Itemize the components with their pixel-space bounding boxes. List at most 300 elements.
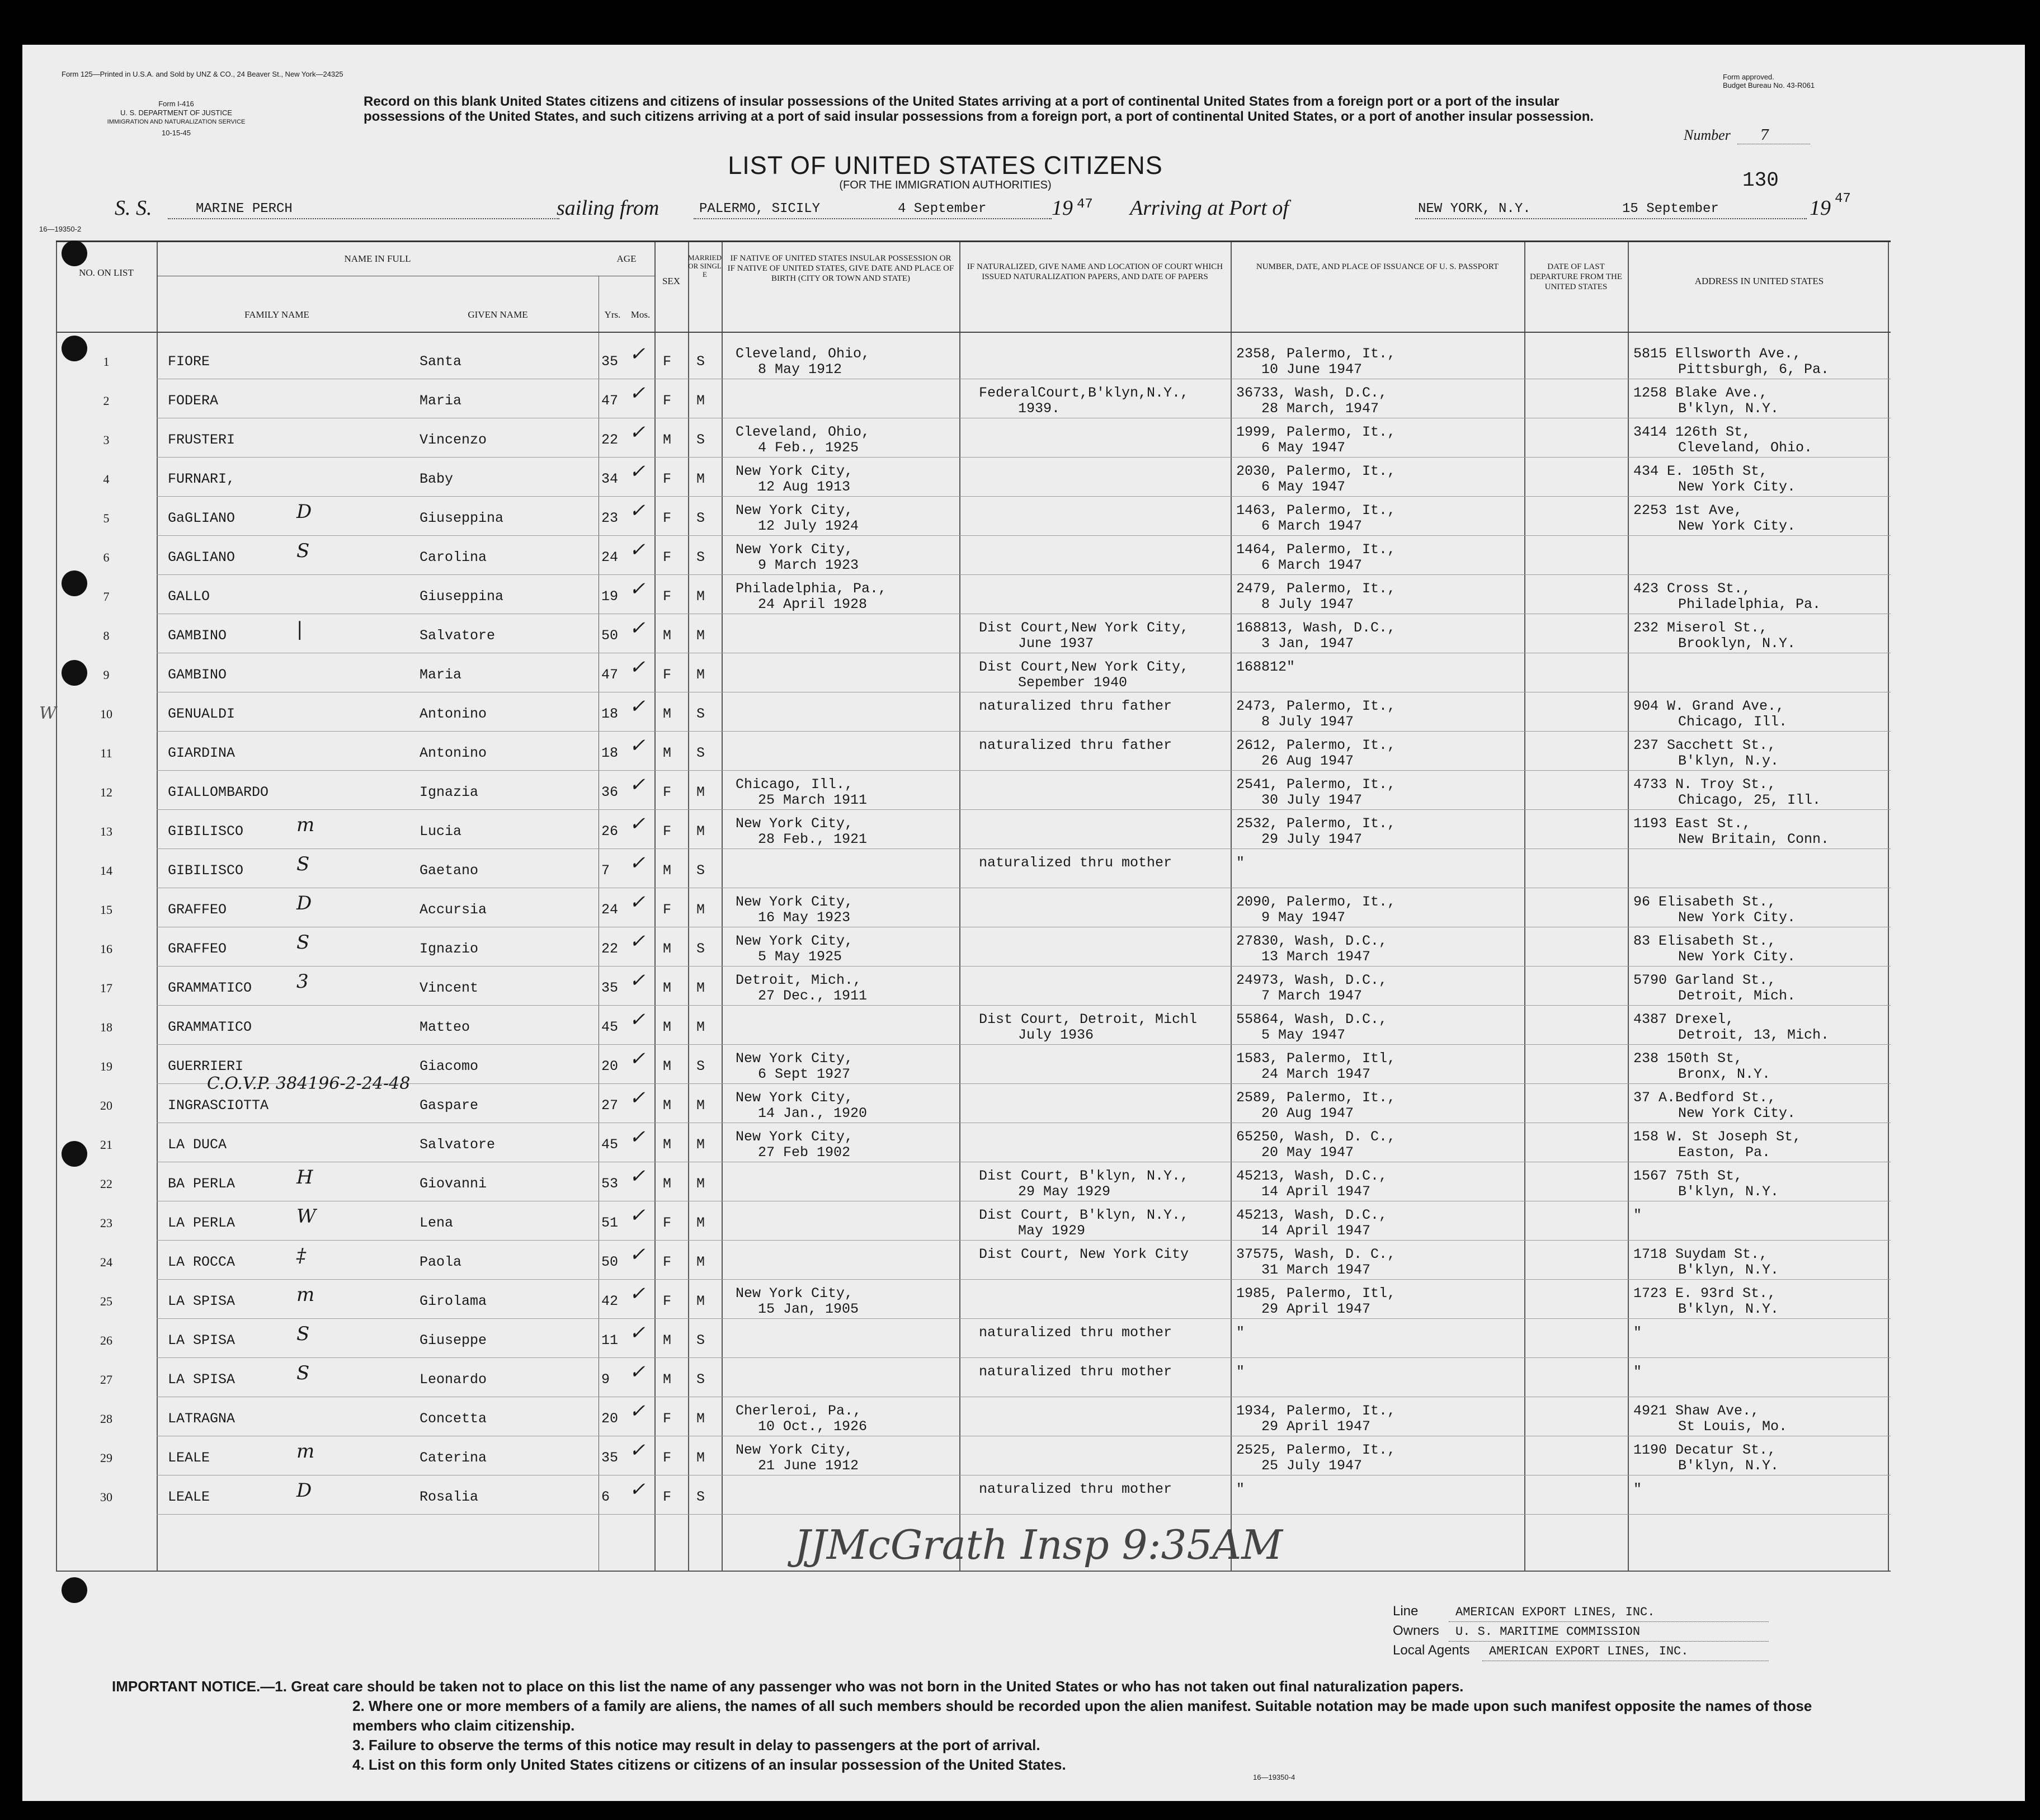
cell-ms: M <box>696 471 705 487</box>
col-mos-header: Mos. <box>630 309 651 320</box>
cell-birth2: 12 July 1924 <box>758 518 859 534</box>
cell-pp1: 2479, Palermo, It., <box>1236 581 1396 597</box>
cell-ms: S <box>696 1371 705 1388</box>
cell-mark: D <box>296 892 312 914</box>
footer-code: 16—19350-4 <box>1253 1773 1295 1781</box>
arriving-label: Arriving at Port of <box>1130 196 1289 220</box>
check-mark: ✓ <box>629 343 646 365</box>
cell-family: GRAFFEO <box>168 941 227 957</box>
cell-addr1: 5790 Garland St., <box>1633 972 1777 988</box>
col-no-header: NO. ON LIST <box>79 267 134 278</box>
cell-age: 34 <box>601 471 619 487</box>
binder-hole <box>62 241 87 266</box>
check-mark: ✓ <box>629 1126 646 1148</box>
cell-age: 22 <box>601 432 619 448</box>
check-mark: ✓ <box>629 930 646 953</box>
col-age-header: AGE <box>616 253 637 264</box>
cell-pp2: 9 May 1947 <box>1261 909 1346 926</box>
cell-pp1: " <box>1236 1324 1245 1341</box>
cell-nat1: naturalized thru mother <box>979 1364 1172 1380</box>
cell-sex: F <box>663 510 672 526</box>
cell-given: Gaetano <box>420 862 479 879</box>
cell-mark: S <box>296 853 310 875</box>
number-blank <box>1737 127 1810 144</box>
cell-nat2: 29 May 1929 <box>1018 1184 1111 1200</box>
cell-birth2: 28 Feb., 1921 <box>758 831 868 847</box>
row-rule <box>157 1279 1891 1280</box>
cell-addr1: " <box>1633 1481 1642 1497</box>
cell-mark: m <box>296 1440 315 1463</box>
cell-no: 30 <box>100 1490 112 1504</box>
cell-addr1: 1718 Suydam St., <box>1633 1246 1768 1262</box>
cell-pp2: 20 May 1947 <box>1261 1144 1354 1161</box>
cell-sex: M <box>663 941 672 957</box>
cell-birth1: Detroit, Mich., <box>736 972 862 988</box>
cell-mark: S <box>296 1362 310 1384</box>
cell-birth2: 4 Feb., 1925 <box>758 440 859 456</box>
cell-no: 4 <box>103 472 110 486</box>
cell-sex: F <box>663 1254 672 1270</box>
cell-age: 50 <box>601 628 619 644</box>
cell-birth2: 21 June 1912 <box>758 1458 859 1474</box>
cell-no: 13 <box>100 824 112 838</box>
cell-ms: M <box>696 980 705 996</box>
cell-addr1: 423 Cross St., <box>1633 581 1751 597</box>
cell-addr1: " <box>1633 1324 1642 1341</box>
cell-addr2: Easton, Pa. <box>1678 1144 1771 1161</box>
cell-mark: m <box>296 814 315 836</box>
cell-family: FRUSTERI <box>168 432 235 448</box>
cell-nat1: naturalized thru mother <box>979 1324 1172 1341</box>
form-number: Form I-416 <box>158 100 194 108</box>
cell-age: 35 <box>601 353 619 370</box>
check-mark: ✓ <box>629 969 646 992</box>
cell-age: 23 <box>601 510 619 526</box>
col-native-header: IF NATIVE OF UNITED STATES INSULAR POSSESSION OR IF NATIVE OF UNITED STATES, GIVE DATE AND PLACE OF BIRTH (CITY OR TOWN AND STATE) <box>727 254 954 283</box>
arrival-port: NEW YORK, N.Y. <box>1418 201 1531 216</box>
cell-ms: S <box>696 353 705 370</box>
table-row <box>56 537 2040 577</box>
cell-addr1: 1193 East St., <box>1633 815 1751 832</box>
owners-value: U. S. MARITIME COMMISSION <box>1449 1623 1769 1642</box>
cell-pp1: 2525, Palermo, It., <box>1236 1442 1396 1458</box>
cell-nat1: naturalized thru father <box>979 698 1172 714</box>
table-row <box>56 1242 2040 1281</box>
cell-pp2: 8 July 1947 <box>1261 714 1354 730</box>
cell-no: 25 <box>100 1294 112 1308</box>
cell-given: Accursia <box>420 902 487 918</box>
cell-nat2: July 1936 <box>1018 1027 1094 1043</box>
cell-nat1: naturalized thru mother <box>979 1481 1172 1497</box>
cell-no: 21 <box>100 1138 112 1152</box>
check-mark: ✓ <box>629 1087 646 1109</box>
table-row <box>56 1203 2040 1242</box>
table-row <box>56 890 2040 929</box>
table-row <box>56 1125 2040 1164</box>
handwritten-note: C.O.V.P. 384196-2-24-48 <box>207 1074 411 1093</box>
cell-addr2: Chicago, Ill. <box>1678 714 1788 730</box>
cell-sex: M <box>663 432 672 448</box>
service: IMMIGRATION AND NATURALIZATION SERVICE <box>107 119 246 125</box>
table-row <box>56 459 2040 498</box>
row-rule <box>157 496 1891 497</box>
cell-birth1: New York City, <box>736 463 854 479</box>
cell-age: 20 <box>601 1058 619 1074</box>
cell-age: 24 <box>601 549 619 565</box>
cell-age: 35 <box>601 1450 619 1466</box>
cell-nat1: Dist Court,New York City, <box>979 659 1189 675</box>
cell-pp1: 37575, Wash, D. C., <box>1236 1246 1396 1262</box>
voyage-line <box>115 191 1851 224</box>
cell-pp1: 168813, Wash, D.C., <box>1236 620 1396 636</box>
col-yrs-header: Yrs. <box>604 309 621 320</box>
cell-given: Salvatore <box>420 628 496 644</box>
cell-age: 18 <box>601 706 619 722</box>
cell-no: 20 <box>100 1098 112 1112</box>
cell-family: GRAMMATICO <box>168 1019 252 1035</box>
cell-no: 6 <box>103 550 110 564</box>
line-label: Line <box>1393 1604 1419 1619</box>
cell-given: Lena <box>420 1215 454 1231</box>
check-mark: ✓ <box>629 1478 646 1501</box>
cell-addr2: New York City. <box>1678 949 1796 965</box>
cell-pp1: 55864, Wash, D.C., <box>1236 1011 1388 1027</box>
cell-ms: M <box>696 1215 705 1231</box>
col-given-header: GIVEN NAME <box>468 309 528 320</box>
cell-birth2: 10 Oct., 1926 <box>758 1418 868 1435</box>
ship-blank <box>168 218 559 219</box>
cell-no: 1 <box>103 355 110 369</box>
cell-no: 10 <box>100 707 112 721</box>
table-row <box>56 1438 2040 1477</box>
cell-addr1: 158 W. St Joseph St, <box>1633 1129 1802 1145</box>
cell-family: LA SPISA <box>168 1332 235 1349</box>
cell-pp1: 2358, Palermo, It., <box>1236 346 1396 362</box>
cell-age: 18 <box>601 745 619 761</box>
cell-addr2: Pittsburgh, 6, Pa. <box>1678 361 1830 378</box>
table-row <box>56 1477 2040 1516</box>
cell-sex: F <box>663 1411 672 1427</box>
cell-given: Giuseppina <box>420 588 504 605</box>
cell-age: 53 <box>601 1176 619 1192</box>
cell-pp2: 6 May 1947 <box>1261 440 1346 456</box>
cell-sex: M <box>663 862 672 879</box>
cell-nat1: naturalized thru father <box>979 737 1172 753</box>
check-mark: ✓ <box>629 774 646 796</box>
owners-row <box>1393 1622 1769 1642</box>
cell-no: 18 <box>100 1020 112 1034</box>
cell-mark: H <box>296 1166 313 1189</box>
cell-ms: M <box>696 393 705 409</box>
cell-age: 24 <box>601 902 619 918</box>
cell-ms: S <box>696 1332 705 1349</box>
binder-hole <box>62 1577 87 1603</box>
cell-addr2: New York City. <box>1678 479 1796 495</box>
cell-pp2: 14 April 1947 <box>1261 1223 1371 1239</box>
row-rule <box>157 770 1891 771</box>
cell-sex: F <box>663 353 672 370</box>
cell-ms: M <box>696 1411 705 1427</box>
page-subtitle: (FOR THE IMMIGRATION AUTHORITIES) <box>839 179 1052 191</box>
table-row <box>56 929 2040 968</box>
check-mark: ✓ <box>629 382 646 404</box>
row-rule <box>157 1083 1891 1084</box>
cell-family: GaGLIANO <box>168 510 235 526</box>
cell-nat1: Dist Court, Detroit, Michl <box>979 1011 1198 1027</box>
cell-mark: W <box>296 1205 316 1228</box>
cell-addr2: Philadelphia, Pa. <box>1678 596 1821 612</box>
cell-birth2: 6 Sept 1927 <box>758 1066 851 1082</box>
cell-sex: F <box>663 588 672 605</box>
cell-pp1: 2589, Palermo, It., <box>1236 1090 1396 1106</box>
cell-no: 8 <box>103 629 110 643</box>
arrival-date: 15 September <box>1622 201 1719 216</box>
cell-ms: M <box>696 1019 705 1035</box>
cell-age: 47 <box>601 393 619 409</box>
agents-value: AMERICAN EXPORT LINES, INC. <box>1482 1643 1769 1661</box>
cell-pp2: 6 March 1947 <box>1261 518 1363 534</box>
agency-block <box>106 100 246 138</box>
cell-sex: F <box>663 549 672 565</box>
cell-pp1: 1463, Palermo, It., <box>1236 502 1396 518</box>
cell-pp1: 1934, Palermo, It., <box>1236 1403 1396 1419</box>
cell-family: GAGLIANO <box>168 549 235 565</box>
cell-addr2: New Britain, Conn. <box>1678 831 1830 847</box>
cell-birth2: 27 Feb 1902 <box>758 1144 851 1161</box>
cell-mark: D <box>296 1479 312 1502</box>
cell-no: 22 <box>100 1177 112 1191</box>
approval-line-1: Form approved. <box>1723 73 1774 81</box>
cell-ms: M <box>696 784 705 800</box>
cell-birth1: New York City, <box>736 541 854 558</box>
inspector-signature: JJMcGrath Insp 9:35AM <box>794 1521 1283 1568</box>
cell-pp2: 28 March, 1947 <box>1261 400 1379 417</box>
check-mark: ✓ <box>629 1048 646 1070</box>
cell-birth1: Cherleroi, Pa., <box>736 1403 862 1419</box>
cell-sex: F <box>663 1215 672 1231</box>
cell-age: 22 <box>601 941 619 957</box>
cell-sex: M <box>663 706 672 722</box>
row-rule <box>157 574 1891 575</box>
cell-family: GIARDINA <box>168 745 235 761</box>
cell-ms: M <box>696 1450 705 1466</box>
cell-addr2: Cleveland, Ohio. <box>1678 440 1813 456</box>
check-mark: ✓ <box>629 578 646 600</box>
row-rule <box>157 457 1891 458</box>
cell-age: 9 <box>601 1371 610 1388</box>
check-mark: ✓ <box>629 421 646 444</box>
cell-ms: M <box>696 1097 705 1114</box>
important-notice <box>112 1677 1857 1775</box>
cell-pp1: 45213, Wash, D.C., <box>1236 1207 1388 1223</box>
cell-ms: M <box>696 1137 705 1153</box>
cell-mark: ‡ <box>296 1244 306 1267</box>
depart-year: 47 <box>1077 197 1093 212</box>
cell-birth1: New York City, <box>736 1285 854 1302</box>
check-mark: ✓ <box>629 813 646 835</box>
cell-age: 27 <box>601 1097 619 1114</box>
cell-ms: S <box>696 941 705 957</box>
cell-pp2: 8 July 1947 <box>1261 596 1354 612</box>
table-row <box>56 812 2040 851</box>
cell-mark: S <box>296 540 310 562</box>
cell-age: 36 <box>601 784 619 800</box>
cell-sex: F <box>663 1450 672 1466</box>
cell-addr2: New York City. <box>1678 518 1796 534</box>
cell-no: 28 <box>100 1412 112 1426</box>
cell-family: GALLO <box>168 588 210 605</box>
check-mark: ✓ <box>629 1165 646 1187</box>
cell-pp2: 24 March 1947 <box>1261 1066 1371 1082</box>
check-mark: ✓ <box>629 734 646 757</box>
cell-nat1: Dist Court,New York City, <box>979 620 1189 636</box>
cell-age: 19 <box>601 588 619 605</box>
cell-family: LA PERLA <box>168 1215 235 1231</box>
cell-family: LEALE <box>168 1489 210 1505</box>
cell-pp1: " <box>1236 1364 1245 1380</box>
sheet-number: 130 <box>1742 169 1779 192</box>
notice-item-1 <box>112 1677 1857 1696</box>
cell-pp2: 6 May 1947 <box>1261 479 1346 495</box>
cell-nat2: Sepember 1940 <box>1018 675 1128 691</box>
cell-addr1: 4733 N. Troy St., <box>1633 776 1777 793</box>
cell-pp1: " <box>1236 855 1245 871</box>
check-mark: ✓ <box>629 460 646 483</box>
cell-addr2: B'klyn, N.Y. <box>1678 1184 1779 1200</box>
cell-family: FURNARI, <box>168 471 235 487</box>
cell-ms: M <box>696 588 705 605</box>
cell-addr1: 2253 1st Ave, <box>1633 502 1743 518</box>
cell-ms: S <box>696 432 705 448</box>
page-title: LIST OF UNITED STATES CITIZENS <box>728 151 1163 180</box>
cell-sex: M <box>663 1176 672 1192</box>
row-rule <box>157 1044 1891 1045</box>
cell-family: LA SPISA <box>168 1293 235 1309</box>
cell-family: GAMBINO <box>168 667 227 683</box>
cell-age: 51 <box>601 1215 619 1231</box>
from-port: PALERMO, SICILY <box>699 201 821 216</box>
cell-sex: F <box>663 1293 672 1309</box>
cell-sex: M <box>663 1058 672 1074</box>
cell-no: 9 <box>103 668 110 682</box>
number-label: Number <box>1684 127 1731 143</box>
cell-given: Lucia <box>420 823 462 840</box>
cell-nat1: Dist Court, New York City <box>979 1246 1189 1262</box>
check-mark: ✓ <box>629 1361 646 1383</box>
cell-addr1: 37 A.Bedford St., <box>1633 1090 1777 1106</box>
binder-hole <box>62 570 87 596</box>
cell-pp1: 2473, Palermo, It., <box>1236 698 1396 714</box>
cell-given: Maria <box>420 667 462 683</box>
cell-family: GRAFFEO <box>168 902 227 918</box>
table-row <box>56 616 2040 655</box>
binder-hole <box>62 660 87 686</box>
cell-pp2: 26 Aug 1947 <box>1261 753 1354 769</box>
cell-pp2: 30 July 1947 <box>1261 792 1363 808</box>
cell-pp1: 24973, Wash, D.C., <box>1236 972 1388 988</box>
cell-no: 17 <box>100 981 112 995</box>
col-family-header: FAMILY NAME <box>244 309 309 320</box>
cell-pp2: 5 May 1947 <box>1261 1027 1346 1043</box>
cell-pp2: 10 June 1947 <box>1261 361 1363 378</box>
cell-sex: M <box>663 980 672 996</box>
owners-label: Owners <box>1393 1623 1439 1638</box>
col-naturalized-header: IF NATURALIZED, GIVE NAME AND LOCATION OF COURT WHICH ISSUED NATURALIZATION PAPERS, AND DATE OF PAPERS <box>967 262 1223 281</box>
cell-birth1: New York City, <box>736 502 854 518</box>
cell-mark: m <box>296 1284 315 1306</box>
cell-pp1: 2030, Palermo, It., <box>1236 463 1396 479</box>
cell-ms: M <box>696 902 705 918</box>
cell-no: 7 <box>103 590 110 603</box>
cell-pp1: 1464, Palermo, It., <box>1236 541 1396 558</box>
cell-no: 27 <box>100 1373 112 1387</box>
cell-birth1: Cleveland, Ohio, <box>736 424 870 440</box>
cell-family: LA DUCA <box>168 1137 227 1153</box>
cell-mark: 3 <box>296 970 309 993</box>
cell-sex: M <box>663 1019 672 1035</box>
header-rule <box>56 332 1891 333</box>
cell-no: 24 <box>100 1255 112 1269</box>
cell-family: GIBILISCO <box>168 823 244 840</box>
number-value: 7 <box>1760 127 1769 144</box>
cell-family: GUERRIERI <box>168 1058 244 1074</box>
company-block <box>1393 1602 1769 1661</box>
col-passport-header: NUMBER, DATE, AND PLACE OF ISSUANCE OF U. S. PASSPORT <box>1256 262 1499 271</box>
cell-addr1: 1723 E. 93rd St., <box>1633 1285 1777 1302</box>
instructions: Record on this blank United States citizens and citizens of insular possessions of the United States arriving at a port of continental United States from a foreign port or a port of the insular possessions of the United States, and such citizens arriving at a port of said insular possessions from a foreign port, a port of continental United States, or a port of another insular possession. <box>364 94 1594 124</box>
cell-no: 16 <box>100 942 112 956</box>
cell-given: Girolama <box>420 1293 487 1309</box>
cell-pp1: 65250, Wash, D. C., <box>1236 1129 1396 1145</box>
cell-birth1: New York City, <box>736 1050 854 1067</box>
cell-mark: D <box>296 501 312 523</box>
cell-given: Carolina <box>420 549 487 565</box>
margin-mark: W <box>39 704 56 723</box>
side-code: 16—19350-2 <box>39 225 82 233</box>
check-mark: ✓ <box>629 499 646 522</box>
cell-ms: M <box>696 1293 705 1309</box>
cell-age: 35 <box>601 980 619 996</box>
cell-no: 15 <box>100 903 112 917</box>
cell-no: 5 <box>103 511 110 525</box>
cell-birth2: 5 May 1925 <box>758 949 842 965</box>
cell-addr2: B'klyn, N.y. <box>1678 753 1779 769</box>
cell-age: 42 <box>601 1293 619 1309</box>
cell-birth2: 12 Aug 1913 <box>758 479 851 495</box>
col-departure-header: DATE OF LAST DEPARTURE FROM THE UNITED STATES <box>1530 262 1622 291</box>
table-row <box>56 420 2040 459</box>
notice-text-1: —1. Great care should be taken not to place on this list the name of any passenger who was not born in the United States or who has not taken out final naturalization papers. <box>260 1678 1464 1695</box>
cell-mark: S <box>296 931 310 954</box>
cell-ms: S <box>696 1058 705 1074</box>
cell-age: 45 <box>601 1019 619 1035</box>
cell-family: LEALE <box>168 1450 210 1466</box>
cell-birth1: New York City, <box>736 933 854 949</box>
cell-addr2: Detroit, Mich. <box>1678 988 1796 1004</box>
cell-given: Antonino <box>420 706 487 722</box>
cell-birth1: Chicago, Ill., <box>736 776 854 793</box>
cell-given: Giacomo <box>420 1058 479 1074</box>
cell-pp1: 2541, Palermo, It., <box>1236 776 1396 793</box>
line-value: AMERICAN EXPORT LINES, INC. <box>1449 1604 1769 1622</box>
cell-birth1: New York City, <box>736 1090 854 1106</box>
cell-ms: M <box>696 823 705 840</box>
check-mark: ✓ <box>629 1283 646 1305</box>
row-rule <box>157 1240 1891 1241</box>
cell-family: LATRAGNA <box>168 1411 235 1427</box>
cell-pp2: 13 March 1947 <box>1261 949 1371 965</box>
check-mark: ✓ <box>629 1439 646 1461</box>
